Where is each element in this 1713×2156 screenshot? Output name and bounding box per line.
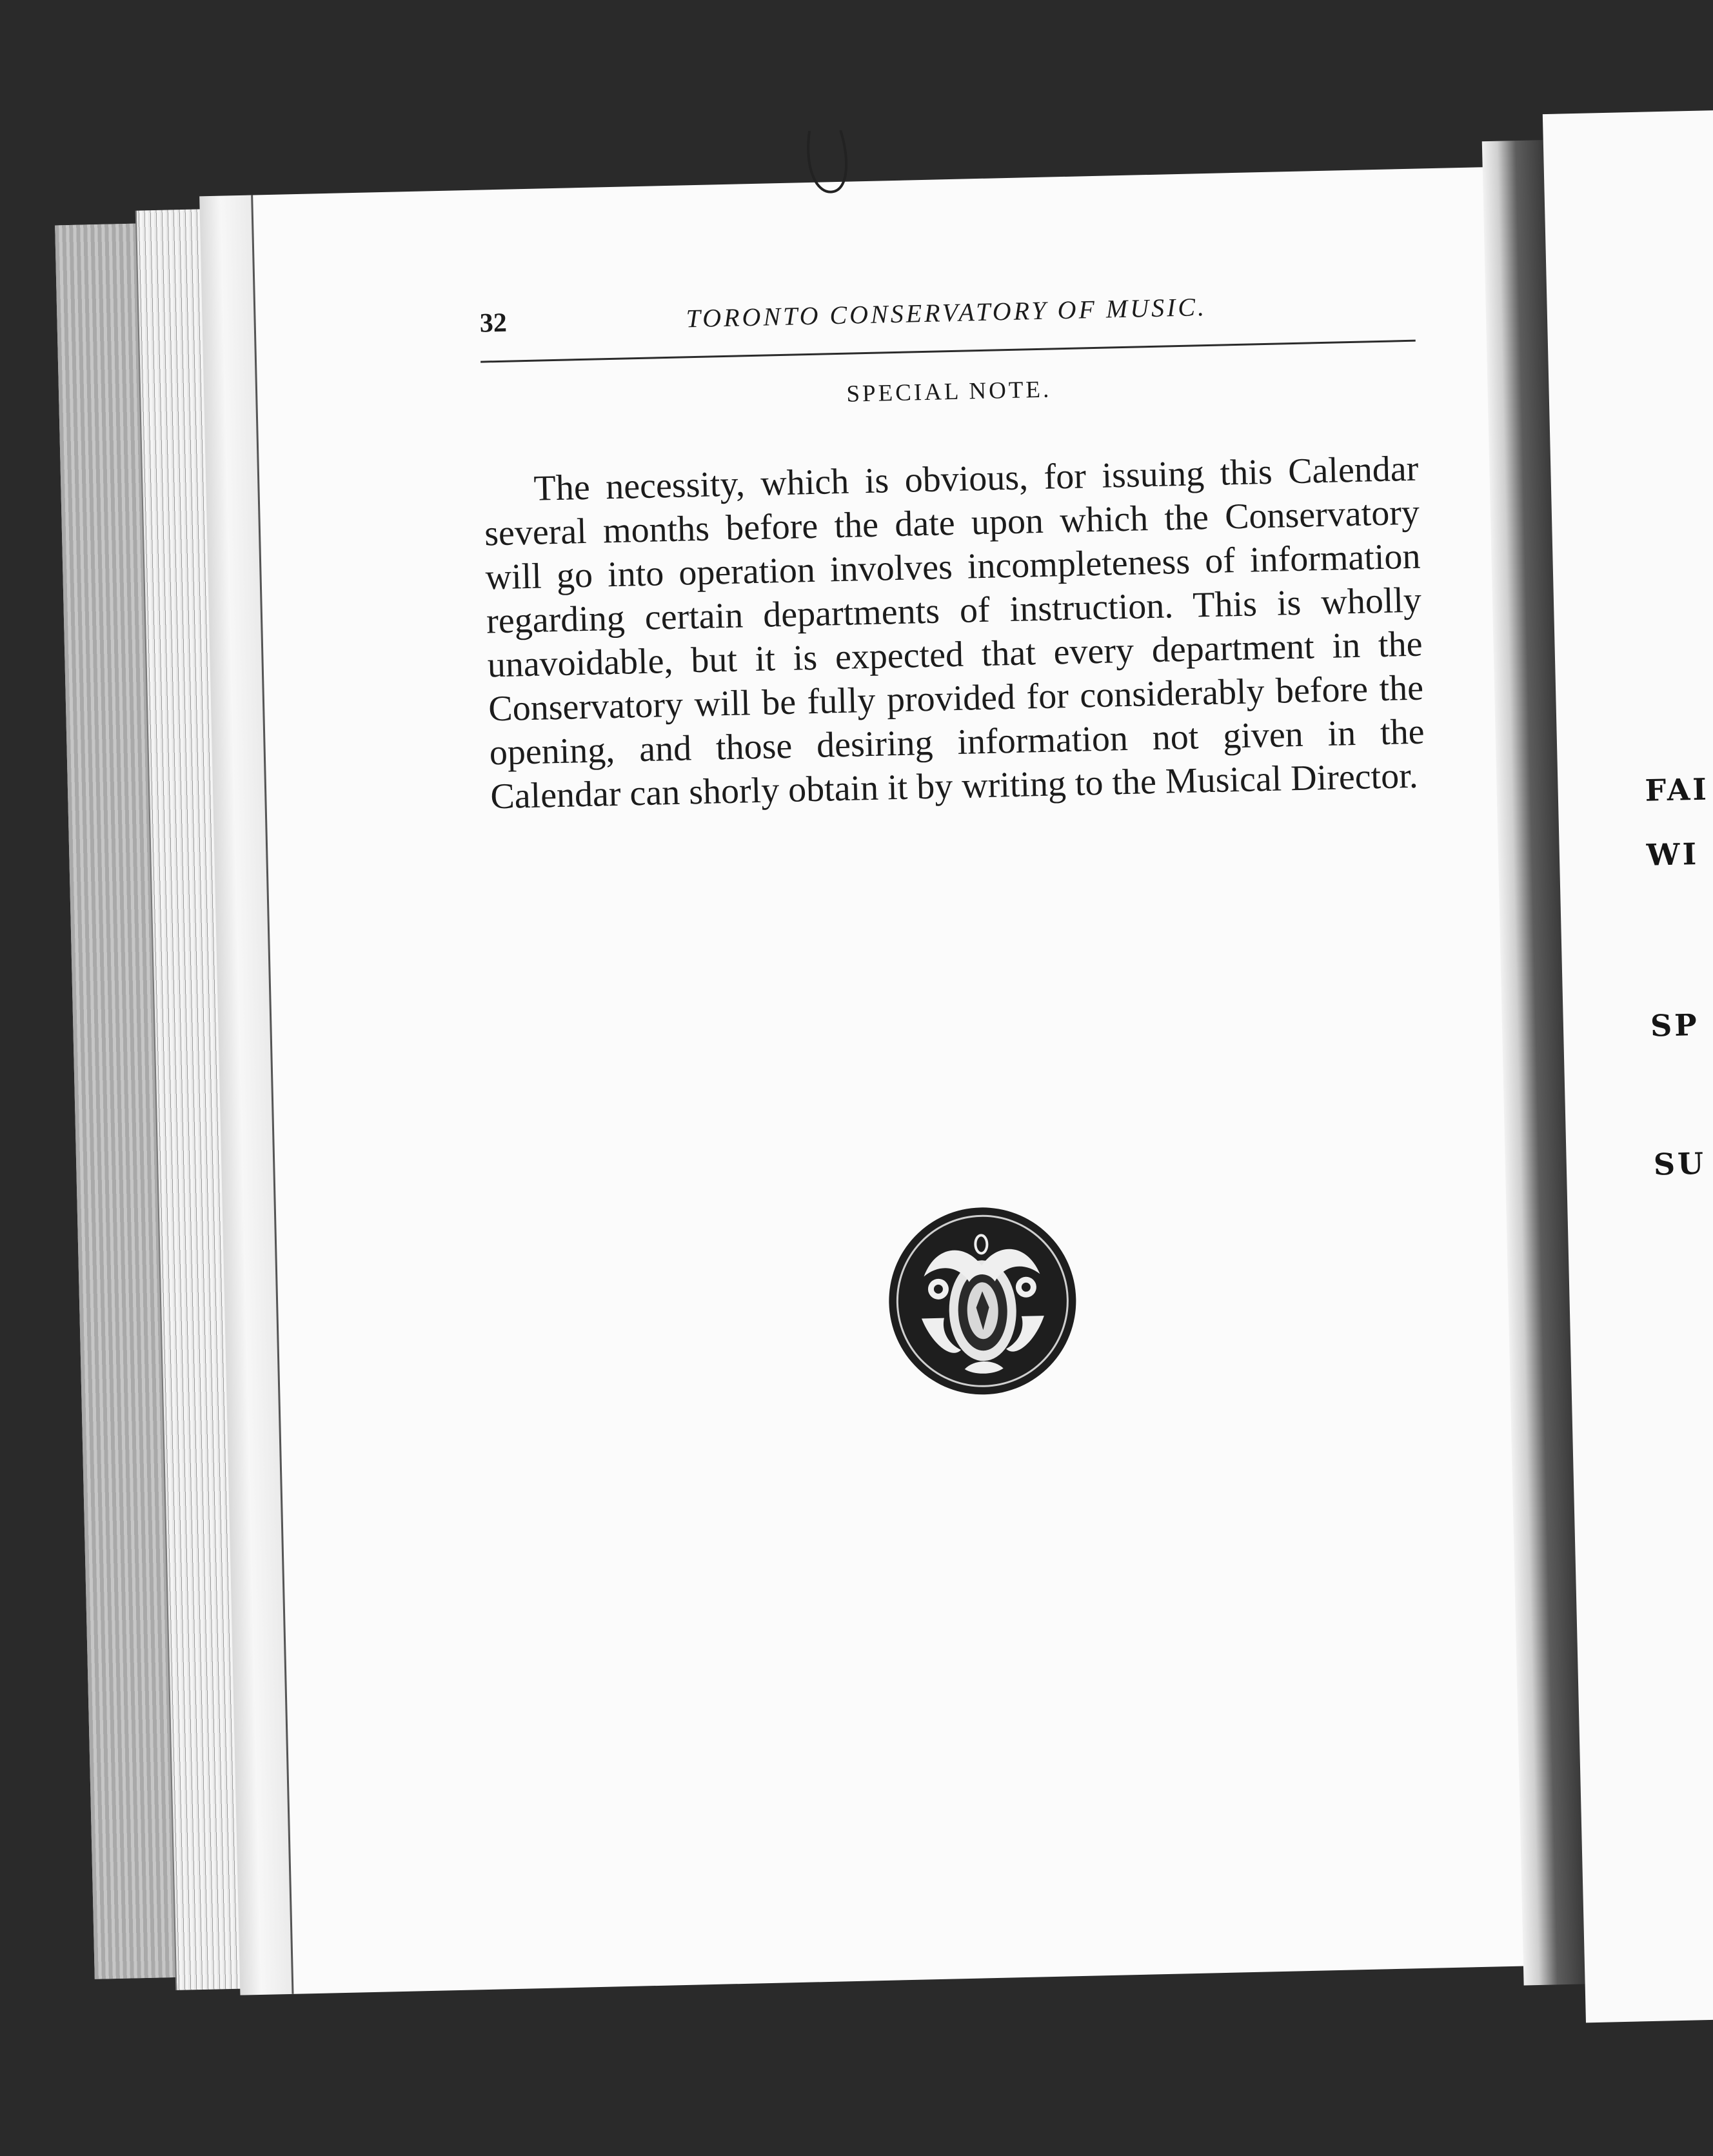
facing-fragment-2: WI bbox=[1646, 836, 1699, 873]
running-title: TORONTO CONSERVATORY OF MUSIC. bbox=[686, 292, 1207, 333]
binding-cord-icon bbox=[797, 130, 853, 202]
facing-fragment-3: SP bbox=[1650, 1007, 1700, 1043]
left-page bbox=[251, 167, 1532, 1994]
body-paragraph: The necessity, which is obvious, for issuing this Calendar several months before the date upon which the Conservatory will go into operation involves incompleteness of information regarding certain departments of instruction. This is wholly unavoidable, but it is expected that every department in the Conservatory will be fully provided for considerably before the opening, and those desiring information not given in the Calendar can shorly obtain it by writing to the Musical Director. bbox=[484, 448, 1425, 817]
page-number: 32 bbox=[479, 308, 508, 339]
ornamental-crest-medallion-icon bbox=[884, 1202, 1082, 1400]
section-heading: SPECIAL NOTE. bbox=[846, 376, 1052, 408]
facing-fragment-1: FAI bbox=[1645, 771, 1710, 808]
facing-fragment-4: SU bbox=[1653, 1145, 1707, 1182]
